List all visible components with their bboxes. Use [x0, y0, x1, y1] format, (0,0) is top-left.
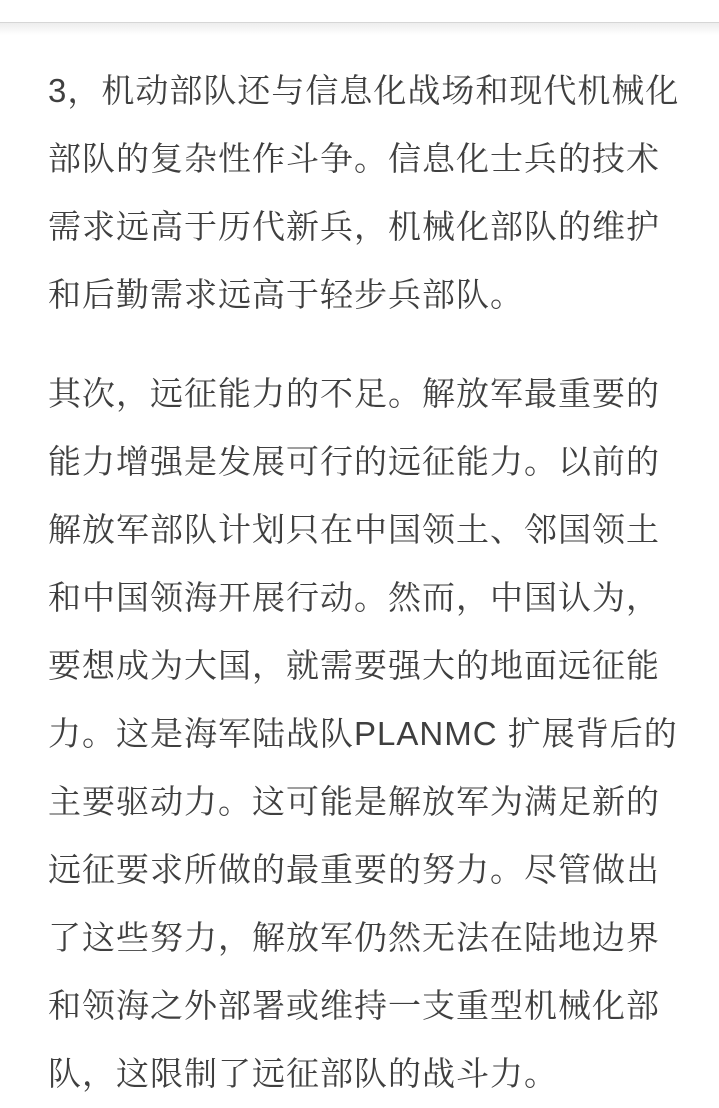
text-line: 了这些努力，解放军仍然无法在陆地边界: [48, 919, 660, 956]
paragraph-expeditionary-capability: [48, 360, 678, 1108]
text-line: 远征要求所做的最重要的努力。尽管做出: [48, 851, 660, 888]
text-line: 3，机动部队还与信息化战场和现代机械化: [48, 72, 680, 109]
text-line: 力。这是海军陆战队PLANMC 扩展背后的: [48, 715, 678, 752]
text-line: 和领海之外部署或维持一支重型机械化部: [48, 987, 660, 1024]
text-line: 和中国领海开展行动。然而，中国认为，: [48, 579, 660, 616]
header-shadow: [0, 23, 719, 35]
text-line: 队，这限制了远征部队的战斗力。: [48, 1055, 558, 1092]
text-line: 能力增强是发展可行的远征能力。以前的: [48, 443, 660, 480]
text-line: 要想成为大国，就需要强大的地面远征能: [48, 647, 660, 684]
text-line: 其次，远征能力的不足。解放军最重要的: [48, 375, 660, 412]
text-line: 和后勤需求远高于轻步兵部队。: [48, 276, 524, 313]
header-bottom-edge: [0, 0, 719, 23]
text-line: 解放军部队计划只在中国领土、邻国领土: [48, 511, 660, 548]
paragraph-mobile-forces: [48, 57, 680, 329]
text-line: 需求远高于历代新兵，机械化部队的维护: [48, 208, 660, 245]
text-line: 部队的复杂性作斗争。信息化士兵的技术: [48, 140, 660, 177]
text-line: 主要驱动力。这可能是解放军为满足新的: [48, 783, 660, 820]
article-body: [0, 35, 719, 1108]
